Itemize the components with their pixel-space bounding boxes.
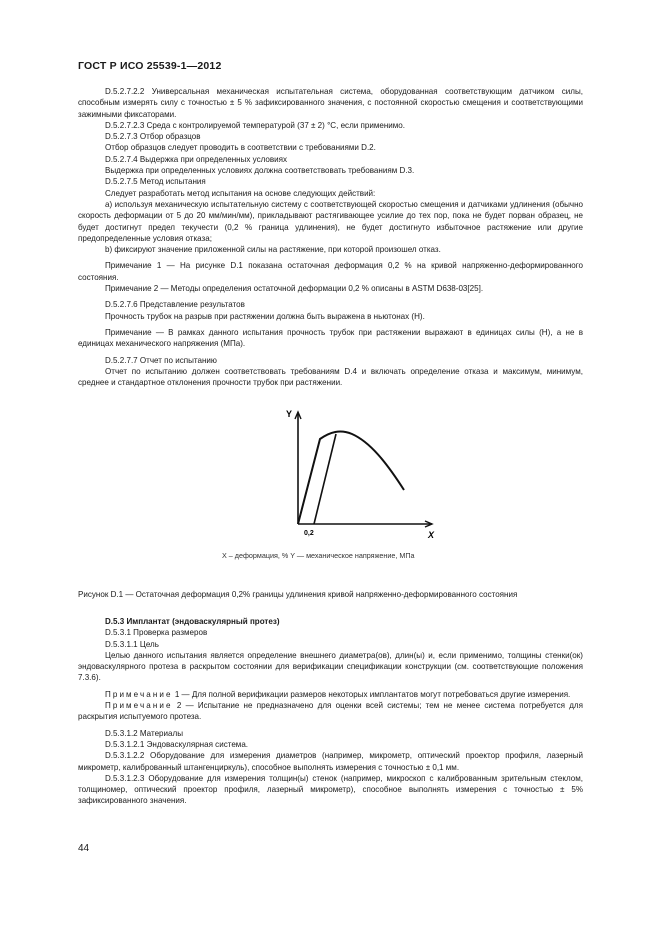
paragraph: D.5.2.7.2.3 Среда с контролируемой температурой (37 ± 2) °С, если применимо. [105,120,406,130]
paragraph: Следует разработать метод испытания на основе следующих действий: [105,188,376,198]
section-heading: D.5.3 Имплантат (эндоваскулярный протез) [105,617,280,626]
paragraph: а) используя механическую испытательную систему с соответствующей скоростью смещения и датчиками удлинения (обычно скорость деформации от 5 до 20 мм/мин/мм), прикладывают растягивающее усилие до тех пор, пока не будет порван образец, не будет достигнут предел текучести (0,2 % граница удлинения), не будет достигнуто избыточное растяжение или другие предопределенные условия отказа; [78,199,583,243]
note-label: Примечание [105,701,173,711]
note-paragraph [78,700,583,723]
note-paragraph: Примечание 1 — На рисунке D.1 показана остаточная деформация 0,2 % на кривой напряженно-деформированного состояния. [78,261,583,282]
paragraph: Выдержка при определенных условиях должна соответствовать требованиям D.3. [105,166,415,176]
paragraph: Отчет по испытанию должен соответствовать требованиям D.4 и включать определение отказа и максимум, минимум, среднее и стандартное отклонения прочности трубок при растяжении. [78,366,583,388]
stress-strain-curve [298,432,404,524]
figure-axes-caption: X – деформация, % Y — механическое напряжение, МПа [222,551,415,560]
paragraph: b) фиксируют значение приложенной силы на растяжение, при которой произошел отказ. [105,245,441,255]
paragraph: D.5.2.7.7 Отчет по испытанию [105,355,217,365]
stress-strain-figure [282,404,442,544]
paragraph: D.5.3.1.2.3 Оборудование для измерения толщин(ы) стенок (например, микроскоп с калиброванным зрительным стеклом, толщиномер, оптический проектор профиля, лазерный микрометр), способное выполнять измерения с точностью ± 5% зафиксированного значения. [78,773,583,806]
figure-title: Рисунок D.1 — Остаточная деформация 0,2% границы удлинения кривой напряженно-деформированного состояния [78,590,518,599]
text-block-test-method [78,86,583,388]
page-number: 44 [78,843,90,854]
note-paragraph [78,689,583,700]
note-paragraph: Примечание — В рамках данного испытания прочность трубок при растяжении выражают в единицах силы (Н), а не в единицах механического напряжения (МПа). [78,327,583,349]
note-text: 2 — Испытание не предназначено для оценки всей системы; тем не менее система потребуется для раскрытия испытуемого протеза. [78,701,583,722]
paragraph: Прочность трубок на разрыв при растяжении должна быть выражена в ньютонах (Н). [105,311,425,321]
paragraph: D.5.3.1.1 Цель [105,639,159,649]
x-axis-label: X [428,530,435,540]
y-axis-label: Y [286,409,293,419]
paragraph: D.5.2.7.3 Отбор образцов [105,132,201,142]
paragraph: D.5.2.7.4 Выдержка при определенных условиях [105,154,288,164]
paragraph: D.5.3.1.2.1 Эндоваскулярная система. [105,739,249,749]
paragraph: D.5.3.1 Проверка размеров [105,628,208,638]
page-header-title: ГОСТ Р ИСО 25539-1—2012 [78,60,222,72]
note-paragraph: Примечание 2 — Методы определения остаточной деформации 0,2 % описаны в ASTM D638-03[25]. [105,284,484,294]
tick-label-0-2: 0,2 [304,530,314,537]
paragraph: D.5.2.7.2.2 Универсальная механическая испытательная система, оборудованная соответствующим датчиком силы, способным измерять силу с точностью ± 5 % зафиксированного значения, с постоянной скоростью смещения и соответствующими зажимными фиксаторами. [78,87,583,119]
paragraph: Целью данного испытания является определение внешнего диаметра(ов), длин(ы) и, если применимо, толщины стенки(ок) эндоваскулярного протеза в раскрытом состоянии для верификации спецификации конструкции (см. соответствующие положения 7.3.6). [78,650,583,683]
text-block-implant [78,616,583,807]
paragraph: D.5.2.7.5 Метод испытания [105,177,206,187]
paragraph: D.5.2.7.6 Представление результатов [105,300,245,310]
paragraph: D.5.3.1.2 Материалы [105,728,183,738]
paragraph: Отбор образцов следует проводить в соответствии с требованиями D.2. [105,143,376,153]
paragraph: D.5.3.1.2.2 Оборудование для измерения диаметров (например, микрометр, оптический проектор профиля, лазерный микрометр, калиброванный штангенциркуль), способное выполнять измерения с точностью ± 0,1 мм. [78,751,583,772]
note-label: Примечание [105,689,173,699]
note-text: 1 — Для полной верификации размеров некоторых имплантатов могут потребоваться другие измерения. [174,689,571,699]
